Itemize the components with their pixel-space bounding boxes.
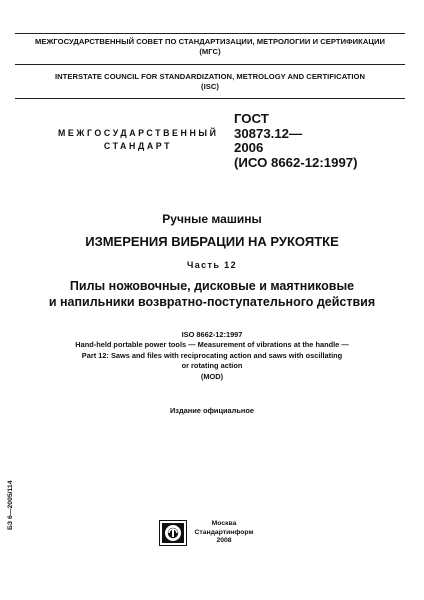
gost-line3: 2006 (234, 140, 264, 155)
header-en-council (20, 72, 400, 92)
english-line1: Hand-held portable power tools — Measurement of vibrations at the handle — (75, 340, 349, 350)
iso-number: ISO 8662-12:1997 (181, 330, 243, 339)
english-title-block (10, 330, 414, 382)
gost-line4: (ИСО 8662-12:1997) (234, 154, 358, 170)
gost-designation (234, 112, 404, 170)
english-mod: (MOD) (200, 371, 224, 381)
header-ru-council-name: МЕЖГОСУДАРСТВЕННЫЙ СОВЕТ ПО СТАНДАРТИЗАЦИИ, МЕТРОЛОГИИ И СЕРТИФИКАЦИИ (34, 37, 385, 46)
subtitle-line2: и напильники возвратно-поступательного действия (48, 295, 376, 309)
title-part: Часть 12 (187, 260, 237, 270)
header-en-council-abbr: (ISC) (201, 82, 219, 91)
gost-line1: ГОСТ (234, 111, 269, 126)
header-top-rule (15, 33, 405, 34)
title-line2: ИЗМЕРЕНИЯ ВИБРАЦИИ НА РУКОЯТКЕ (85, 234, 339, 249)
title-subtitle (10, 278, 414, 310)
header-middle-rule (15, 64, 405, 65)
standartinform-logo-icon (159, 520, 187, 546)
header-bottom-rule (15, 98, 405, 99)
header-ru-council-abbr: (МГС) (199, 47, 221, 56)
publisher-year: 2008 (216, 537, 232, 544)
standard-label-line1: МЕЖГОСУДАРСТВЕННЫЙ (58, 128, 219, 138)
english-line2: Part 12: Saws and files with reciprocating action and saws with oscillating (81, 350, 343, 360)
subtitle-line1: Пилы ножовочные, дисковые и маятниковые (69, 279, 355, 293)
gost-line2: 30873.12— (234, 125, 303, 141)
standard-label-line2: СТАНДАРТ (103, 141, 173, 151)
title-line1: Ручные машины (162, 212, 262, 226)
publisher-block (194, 520, 254, 546)
interstate-standard-label (58, 127, 218, 153)
header-ru-council (20, 37, 400, 57)
side-code: БЗ 6—2005/114 (7, 480, 14, 530)
english-line3: or rotating action (181, 361, 243, 371)
header-en-council-name: INTERSTATE COUNCIL FOR STANDARDIZATION, METROLOGY AND CERTIFICATION (54, 72, 366, 81)
publisher-city: Москва (211, 520, 237, 527)
publisher-name: Стандартинформ (194, 528, 254, 536)
official-edition: Издание официальное (169, 406, 254, 415)
